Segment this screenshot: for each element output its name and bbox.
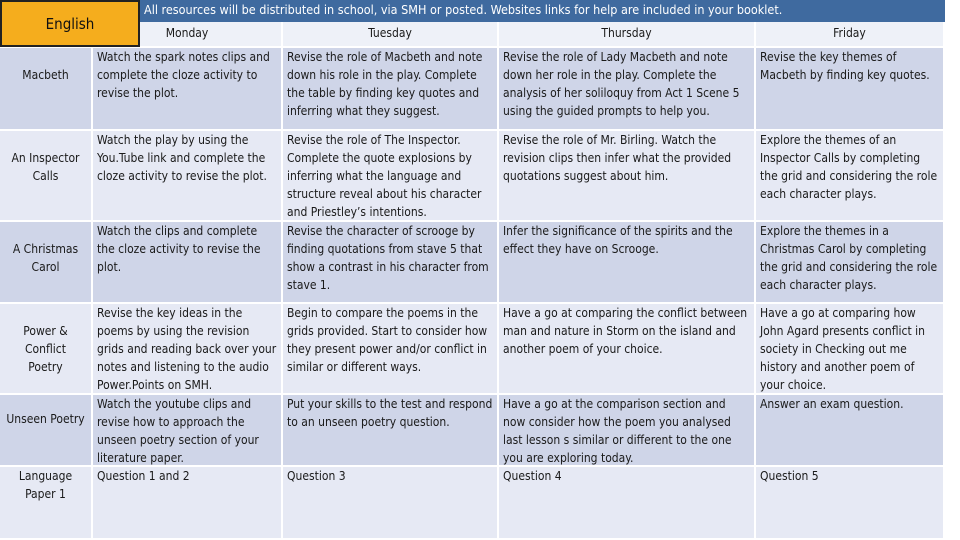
subject-macbeth: Macbeth <box>0 48 93 131</box>
header-thursday: Thursday <box>499 22 756 48</box>
language-thursday: Question 4 <box>499 467 756 540</box>
carol-thursday: Infer the significance of the spirits and the effect they have on Scrooge. <box>499 222 756 304</box>
macbeth-monday: Watch the spark notes clips and complete the cloze activity to revise the plot. <box>93 48 283 131</box>
unseen-friday: Answer an exam question. <box>756 395 945 467</box>
subject-language-paper-1: Language Paper 1 <box>0 467 93 540</box>
macbeth-tuesday: Revise the role of Macbeth and note down his role in the play. Complete the table by finding key quotes and inferring what they suggest. <box>283 48 499 131</box>
carol-tuesday: Revise the character of scrooge by finding quotations from stave 5 that show a contrast in his character from stave 1. <box>283 222 499 304</box>
header-tuesday: Tuesday <box>283 22 499 48</box>
unseen-thursday: Have a go at the comparison section and now consider how the poem you analysed last lesson s similar or different to the one you are exploring today. <box>499 395 756 467</box>
power-thursday: Have a go at comparing the conflict between man and nature in Storm on the island and another poem of your choice. <box>499 304 756 395</box>
subject-badge: English <box>0 0 140 47</box>
carol-friday: Explore the themes in a Christmas Carol by completing the grid and considering the role each character plays. <box>756 222 945 304</box>
subject-unseen-poetry: Unseen Poetry <box>0 395 93 467</box>
power-friday: Have a go at comparing how John Agard presents conflict in society in Checking out me history and another poem of your choice. <box>756 304 945 395</box>
carol-monday: Watch the clips and complete the cloze activity to revise the plot. <box>93 222 283 304</box>
macbeth-friday: Revise the key themes of Macbeth by finding key quotes. <box>756 48 945 131</box>
language-monday: Question 1 and 2 <box>93 467 283 540</box>
language-tuesday: Question 3 <box>283 467 499 540</box>
header-friday: Friday <box>756 22 945 48</box>
macbeth-thursday: Revise the role of Lady Macbeth and note down her role in the play. Complete the analysis of her soliloquy from Act 1 Scene 5 using the guided prompts to help you. <box>499 48 756 131</box>
resources-notice: All resources will be distributed in school, via SMH or posted. Websites links for help are included in your booklet. <box>140 0 945 22</box>
power-monday: Revise the key ideas in the poems by using the revision grids and reading back over your notes and listening to the audio Power.Points on SMH. <box>93 304 283 395</box>
inspector-friday: Explore the themes of an Inspector Calls by completing the grid and considering the role each character plays. <box>756 131 945 222</box>
unseen-monday: Watch the youtube clips and revise how to approach the unseen poetry section of your literature paper. <box>93 395 283 467</box>
subject-christmas-carol: A Christmas Carol <box>0 222 93 304</box>
subject-inspector-calls: An Inspector Calls <box>0 131 93 222</box>
subject-power-conflict: Power & Conflict Poetry <box>0 304 93 395</box>
language-friday: Question 5 <box>756 467 945 540</box>
inspector-thursday: Revise the role of Mr. Birling. Watch the revision clips then infer what the provided quotations suggest about him. <box>499 131 756 222</box>
inspector-tuesday: Revise the role of The Inspector. Complete the quote explosions by inferring what the language and structure reveal about his character and Priestley’s intentions. <box>283 131 499 222</box>
header-monday: Monday <box>93 22 283 48</box>
power-tuesday: Begin to compare the poems in the grids provided. Start to consider how they present power and/or conflict in similar or different ways. <box>283 304 499 395</box>
inspector-monday: Watch the play by using the You.Tube link and complete the cloze activity to revise the plot. <box>93 131 283 222</box>
unseen-tuesday: Put your skills to the test and respond to an unseen poetry question. <box>283 395 499 467</box>
